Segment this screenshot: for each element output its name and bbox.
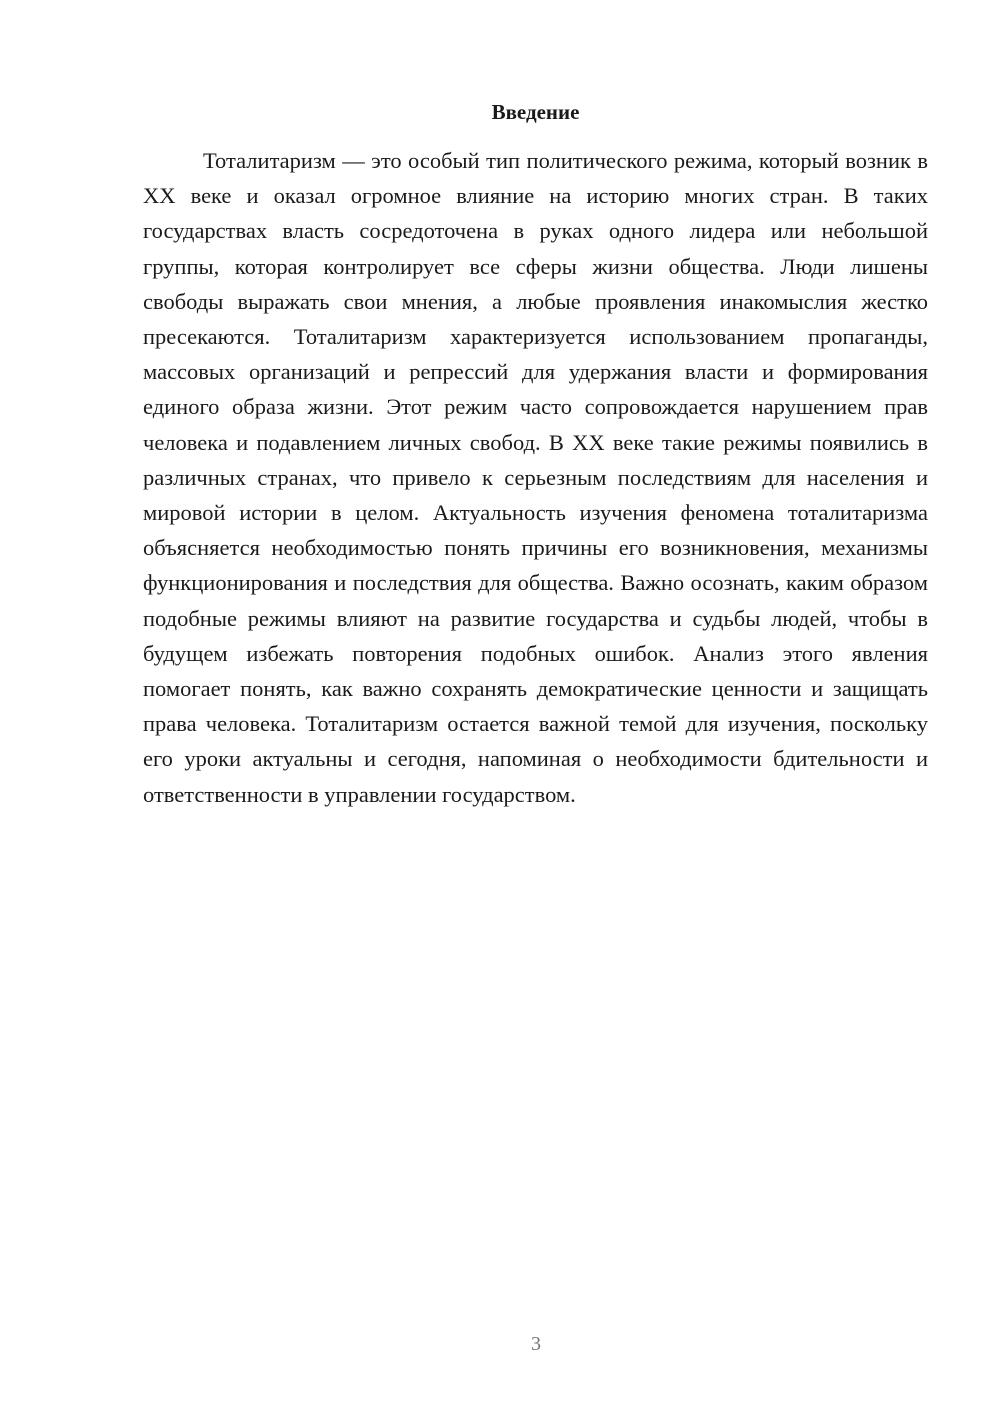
page-number: 3 [531,1333,541,1355]
body-paragraph: Тоталитаризм — это особый тип политического режима, который возник в XX веке и оказал огромное влияние на историю многих стран. В таких государствах власть сосредоточена в руках одного лидера или небольшой группы, которая контролирует все сферы жизни общества. Люди лишены свободы выражать свои мнения, а любые проявления инакомыслия жестко пресекаются. Тоталитаризм характеризуется использованием пропаганды, массовых организаций и репрессий для удержания власти и формирования единого образа жизни. Этот режим часто сопровождается нарушением прав человека и подавлением личных свобод. В XX веке такие режимы появились в различных странах, что привело к серьезным последствиям для населения и мировой истории в целом. Актуальность изучения феномена тоталитаризма объясняется необходимостью понять причины его возникновения, механизмы функционирования и последствия для общества. Важно осознать, каким образом подобные режимы влияют на развитие государства и судьбы людей, чтобы в будущем избежать повторения подобных ошибок. Анализ этого явления помогает понять, как важно сохранять демократические ценности и защищать права человека. Тоталитаризм остается важной темой для изучения, поскольку его уроки актуальны и сегодня, напоминая о необходимости бдительности и ответственности в управлении государством. [143,148,928,807]
section-heading: Введение [491,100,580,124]
